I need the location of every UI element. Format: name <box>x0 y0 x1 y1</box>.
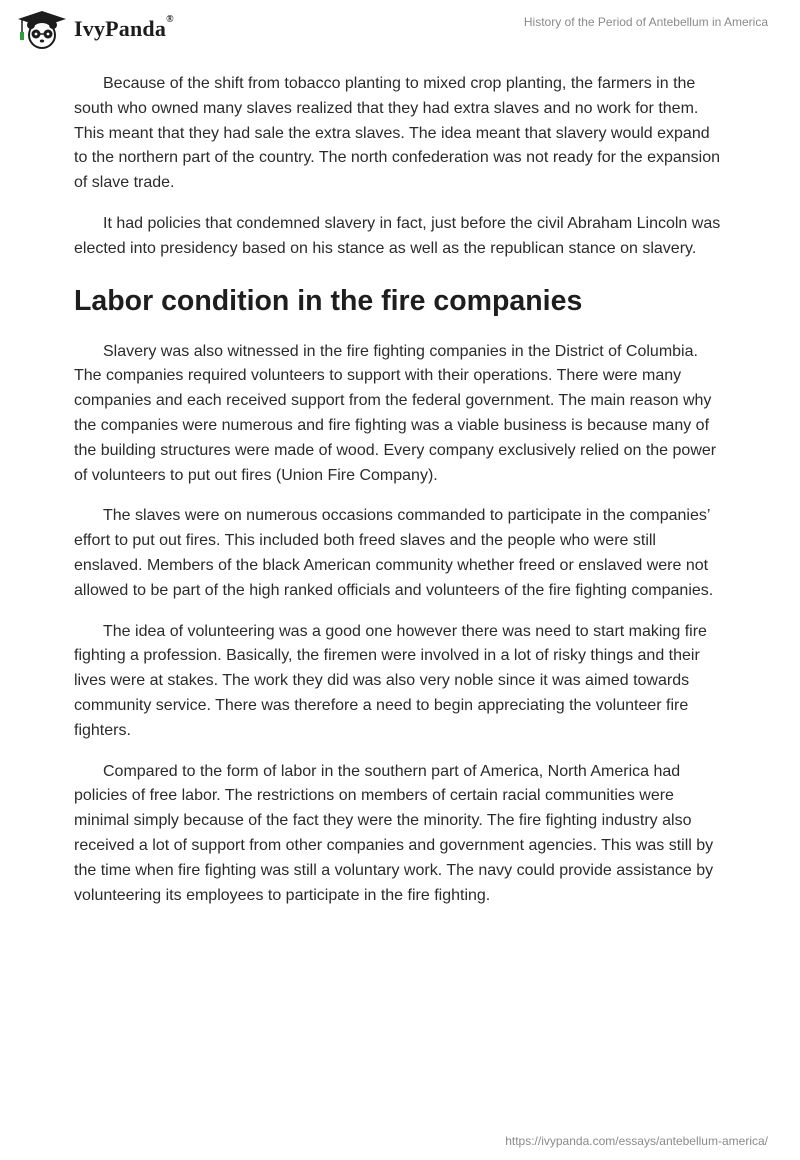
page-header <box>0 0 800 60</box>
brand-name: IvyPanda® <box>74 14 174 41</box>
paragraph: It had policies that condemned slavery in fact, just before the civil Abraham Lincoln was elected into presidency based on his stance as well as the republican stance on slavery. <box>74 214 721 257</box>
paragraph: Compared to the form of labor in the southern part of America, North America had policies of free labor. The restrictions on members of certain racial communities were minimal simply because of the fact they were the minority. The fire fighting industry also received a lot of support from other companies and government agencies. This was still by the time when fire fighting was still a voluntary work. The navy could provide assistance by volunteering its employees to participate in the fire fighting. <box>74 762 714 904</box>
document-title: History of the Period of Antebellum in America <box>523 15 768 29</box>
source-url-link[interactable]: https://ivypanda.com/essays/antebellum-america/ <box>505 1134 768 1148</box>
panda-graduate-icon <box>14 9 70 49</box>
brand-logo[interactable] <box>14 9 174 49</box>
paragraph: Slavery was also witnessed in the fire fighting companies in the District of Columbia. The companies required volunteers to support with their operations. There were many companies and each received support from the federal government. The main reason why the companies were numerous and fire fighting was a viable business is because many of the building structures were made of wood. Every company exclusively relied on the power of volunteers to put out fires (Union Fire Company). <box>74 342 717 484</box>
section-heading: Labor condition in the fire companies <box>74 284 583 317</box>
paragraph: The slaves were on numerous occasions commanded to participate in the companies’ effort to put out fires. This included both freed slaves and the people who were still enslaved. Members of the black American community whether freed or enslaved were not allowed to be part of the high ranked officials and volunteers of the fire fighting companies. <box>74 507 714 599</box>
paragraph: The idea of volunteering was a good one however there was need to start making fire fighting a profession. Basically, the firemen were involved in a lot of risky things and their lives were at stakes. The work they did was also very noble since it was aimed towards community service. There was therefore a need to begin appreciating the volunteer fire fighters. <box>74 622 707 739</box>
essay-body <box>74 72 726 924</box>
paragraph: Because of the shift from tobacco planting to mixed crop planting, the farmers in the south who owned many slaves realized that they had extra slaves and no work for them. This meant that they had sale the extra slaves. The idea meant that slavery would expand to the northern part of the country. The north confederation was not ready for the expansion of slave trade. <box>74 75 721 192</box>
